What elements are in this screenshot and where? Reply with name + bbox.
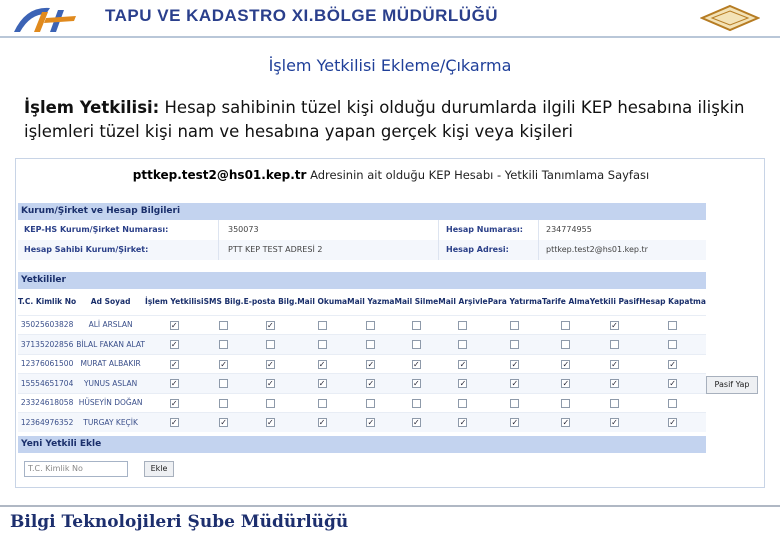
page-header-text: Adresinin ait olduğu KEP Hesabı - Yetkili Tanımlama Sayfası (306, 168, 650, 182)
permission-checkbox[interactable] (561, 399, 570, 408)
permission-checkbox[interactable] (318, 321, 327, 330)
permission-cell (488, 413, 542, 433)
permission-cell (590, 374, 639, 394)
permission-checkbox[interactable]: ✓ (511, 418, 519, 428)
table-row (18, 374, 706, 394)
permission-checkbox[interactable]: ✓ (459, 379, 467, 388)
permission-cell (488, 335, 542, 355)
permission-cell (297, 413, 347, 433)
permission-checkbox[interactable]: ✓ (170, 418, 178, 428)
column-header: İşlem Yetkilisi (145, 297, 204, 307)
tc-no-cell: 23324618058 (18, 393, 76, 413)
permission-cell (204, 354, 244, 374)
permission-checkbox[interactable]: ✓ (318, 359, 326, 369)
permission-checkbox[interactable] (266, 399, 275, 408)
permission-cell (244, 393, 298, 413)
permission-cell (244, 374, 298, 394)
permission-cell (639, 413, 706, 433)
permission-cell (438, 335, 487, 355)
permission-cell (590, 413, 639, 433)
table-row (18, 335, 706, 355)
tc-no-cell: 37135202856 (18, 335, 76, 355)
permission-cell (145, 393, 204, 413)
table-row (18, 393, 706, 413)
permission-checkbox[interactable] (366, 399, 375, 408)
description-label: İşlem Yetkilisi: (24, 98, 160, 117)
permission-checkbox[interactable]: ✓ (267, 418, 274, 428)
permission-checkbox[interactable] (266, 340, 275, 349)
permission-checkbox[interactable]: ✓ (367, 418, 375, 428)
permission-checkbox[interactable] (458, 321, 467, 330)
account-value: pttkep.test2@hs01.kep.tr (546, 245, 648, 254)
permission-checkbox[interactable]: ✓ (413, 379, 420, 388)
permission-checkbox[interactable] (668, 321, 677, 330)
table-row (18, 354, 706, 374)
permission-cell (145, 354, 204, 374)
permission-cell (394, 374, 438, 394)
permission-checkbox[interactable]: ✓ (562, 379, 570, 388)
permission-checkbox[interactable]: ✓ (170, 379, 178, 388)
account-value: PTT KEP TEST ADRESİ 2 (228, 245, 323, 254)
tc-no-cell: 12376061500 (18, 354, 76, 374)
permission-cell (488, 315, 542, 335)
permission-cell (542, 335, 590, 355)
column-header: Para Yatırma (487, 297, 542, 307)
account-value: 234774955 (546, 225, 592, 234)
permission-cell (438, 393, 487, 413)
permission-checkbox[interactable]: ✓ (669, 379, 676, 388)
permission-checkbox[interactable]: ✓ (367, 379, 375, 388)
permission-checkbox[interactable]: ✓ (220, 418, 227, 428)
permission-cell (244, 413, 298, 433)
new-user-section-header: Yeni Yetkili Ekle (18, 436, 706, 453)
column-header: Mail Yazma (347, 297, 395, 307)
account-label: KEP-HS Kurum/Şirket Numarası: (24, 225, 169, 234)
permission-cell (145, 315, 204, 335)
slide-title: İşlem Yetkilisi Ekleme/Çıkarma (268, 56, 512, 75)
permission-cell (204, 335, 244, 355)
column-header: Hesap Kapatma (639, 297, 706, 307)
description-text: Hesap sahibinin tüzel kişi olduğu durumlarda ilgili KEP hesabına ilişkin işlemleri tüzel kişi nam ve hesabına yapan gerçek kişi veya kişileri (24, 98, 745, 141)
permission-checkbox[interactable] (366, 340, 375, 349)
permission-checkbox[interactable]: ✓ (611, 418, 618, 428)
tc-no-cell: 35025603828 (18, 315, 76, 335)
kep-page-frame (15, 158, 765, 488)
description (24, 96, 764, 144)
permission-cell (542, 413, 590, 433)
column-header: Yetkili Pasif (589, 297, 640, 307)
account-row (18, 220, 706, 240)
permission-cell (145, 413, 204, 433)
permission-checkbox[interactable]: ✓ (669, 359, 676, 369)
permission-checkbox[interactable]: ✓ (511, 359, 519, 369)
permission-cell (204, 374, 244, 394)
permission-cell (438, 315, 487, 335)
permission-checkbox[interactable] (219, 379, 228, 388)
permission-cell (639, 335, 706, 355)
account-value: 350073 (228, 225, 259, 234)
column-header: Mail Arşivle (438, 297, 488, 307)
permission-cell (347, 315, 394, 335)
permission-checkbox[interactable]: ✓ (267, 359, 274, 369)
permission-cell (244, 315, 298, 335)
account-section-header: Kurum/Şirket ve Hesap Bilgileri (18, 203, 706, 220)
permission-checkbox[interactable] (458, 399, 467, 408)
permission-cell (488, 393, 542, 413)
table-row (18, 315, 706, 335)
permission-checkbox[interactable] (458, 340, 467, 349)
permission-checkbox[interactable]: ✓ (511, 379, 519, 388)
permission-cell (542, 374, 590, 394)
permission-checkbox[interactable]: ✓ (562, 418, 570, 428)
kep-email: pttkep.test2@hs01.kep.tr (132, 168, 307, 182)
permission-cell (542, 354, 590, 374)
permission-checkbox[interactable] (318, 340, 327, 349)
permission-checkbox[interactable] (318, 399, 327, 408)
permission-cell (639, 393, 706, 413)
column-header: Mail Okuma (297, 297, 348, 307)
permission-cell (639, 374, 706, 394)
permission-checkbox[interactable]: ✓ (611, 320, 618, 330)
permission-checkbox[interactable]: ✓ (611, 379, 618, 388)
permission-cell (244, 335, 298, 355)
permission-checkbox[interactable]: ✓ (170, 359, 178, 369)
permission-checkbox[interactable]: ✓ (220, 359, 227, 369)
users-table-header (18, 289, 706, 315)
permission-checkbox[interactable]: ✓ (459, 418, 467, 428)
permission-checkbox[interactable] (668, 340, 677, 349)
column-header: Mail Silme (394, 297, 439, 307)
account-label: Hesap Numarası: (446, 225, 523, 234)
permission-cell (347, 413, 394, 433)
permission-cell (639, 354, 706, 374)
column-header: SMS Bilg. (203, 297, 244, 307)
permission-cell (297, 354, 347, 374)
header-banner (0, 0, 780, 36)
permission-cell (488, 374, 542, 394)
banner-divider (0, 36, 780, 38)
emblem-icon (700, 4, 760, 32)
account-row (18, 240, 706, 260)
permission-cell (145, 374, 204, 394)
permission-cell (297, 374, 347, 394)
permission-checkbox[interactable] (510, 340, 519, 349)
permission-cell (590, 393, 639, 413)
permission-checkbox[interactable] (412, 321, 421, 330)
permission-checkbox[interactable] (219, 340, 228, 349)
permission-checkbox[interactable]: ✓ (611, 359, 618, 369)
name-cell: MURAT ALBAKIR (76, 354, 145, 374)
permission-checkbox[interactable]: ✓ (669, 418, 676, 428)
users-table (18, 289, 706, 432)
permission-checkbox[interactable] (668, 399, 677, 408)
footer-text: Bilgi Teknolojileri Şube Müdürlüğü (10, 512, 349, 532)
permission-checkbox[interactable]: ✓ (413, 418, 420, 428)
name-cell: YUNUS ASLAN (76, 374, 145, 394)
permission-checkbox[interactable]: ✓ (367, 359, 375, 369)
tc-no-input[interactable]: T.C. Kimlik No (24, 461, 128, 477)
permission-checkbox[interactable] (610, 340, 619, 349)
permission-checkbox[interactable] (561, 321, 570, 330)
tkgm-logo-icon (6, 2, 96, 36)
name-cell: HÜSEYİN DOĞAN (76, 393, 145, 413)
permission-cell (145, 335, 204, 355)
permission-cell (244, 354, 298, 374)
permission-cell (347, 393, 394, 413)
permission-checkbox[interactable] (219, 399, 228, 408)
footer-divider (0, 505, 780, 507)
permission-checkbox[interactable] (510, 321, 519, 330)
permission-checkbox[interactable] (412, 399, 421, 408)
permission-checkbox[interactable]: ✓ (170, 398, 178, 408)
pasif-yap-button[interactable]: Pasif Yap (706, 376, 758, 394)
permission-cell (394, 335, 438, 355)
permission-checkbox[interactable] (510, 399, 519, 408)
permission-cell (297, 315, 347, 335)
permission-checkbox[interactable]: ✓ (318, 418, 326, 428)
account-label: Hesap Sahibi Kurum/Şirket: (24, 245, 149, 254)
name-cell: ALİ ARSLAN (76, 315, 145, 335)
permission-checkbox[interactable]: ✓ (562, 359, 570, 369)
permission-checkbox[interactable] (561, 340, 570, 349)
permission-cell (347, 335, 394, 355)
permission-cell (204, 315, 244, 335)
permission-cell (639, 315, 706, 335)
permission-checkbox[interactable]: ✓ (170, 340, 178, 349)
permission-cell (438, 374, 487, 394)
permission-checkbox[interactable]: ✓ (170, 320, 178, 330)
permission-cell (297, 393, 347, 413)
column-header: T.C. Kimlik No (18, 297, 77, 307)
permission-cell (297, 335, 347, 355)
permission-cell (590, 354, 639, 374)
permission-checkbox[interactable]: ✓ (318, 379, 326, 388)
page-header (16, 159, 765, 193)
permission-cell (394, 393, 438, 413)
permission-cell (204, 413, 244, 433)
permission-cell (347, 374, 394, 394)
permission-cell (394, 315, 438, 335)
tc-no-cell: 15554651704 (18, 374, 76, 394)
permission-cell (590, 335, 639, 355)
users-section-header: Yetkililer (18, 272, 706, 289)
permission-cell (347, 354, 394, 374)
column-header: E-posta Bilg. (243, 297, 298, 307)
permission-checkbox[interactable]: ✓ (267, 379, 274, 388)
permission-cell (204, 393, 244, 413)
permission-checkbox[interactable] (219, 321, 228, 330)
permission-checkbox[interactable]: ✓ (413, 359, 420, 369)
permission-checkbox[interactable] (412, 340, 421, 349)
permission-checkbox[interactable]: ✓ (267, 320, 274, 330)
permission-checkbox[interactable]: ✓ (459, 359, 467, 369)
permission-checkbox[interactable] (366, 321, 375, 330)
name-cell: TURGAY KEÇİK (76, 413, 145, 433)
column-header: Ad Soyad (90, 297, 131, 307)
table-row (18, 413, 706, 433)
permission-cell (394, 354, 438, 374)
column-header: Tarife Alma (542, 297, 590, 307)
permission-cell (542, 393, 590, 413)
permission-cell (438, 354, 487, 374)
name-cell: BİLAL FAKAN ALAT (76, 335, 145, 355)
add-user-button[interactable]: Ekle (144, 461, 174, 477)
permission-cell (438, 413, 487, 433)
account-label: Hesap Adresi: (446, 245, 509, 254)
permission-cell (590, 315, 639, 335)
banner-title: TAPU VE KADASTRO XI.BÖLGE MÜDÜRLÜĞÜ (105, 6, 499, 25)
permission-cell (542, 315, 590, 335)
permission-cell (488, 354, 542, 374)
permission-checkbox[interactable] (610, 399, 619, 408)
permission-cell (394, 413, 438, 433)
tc-no-cell: 12364976352 (18, 413, 76, 433)
